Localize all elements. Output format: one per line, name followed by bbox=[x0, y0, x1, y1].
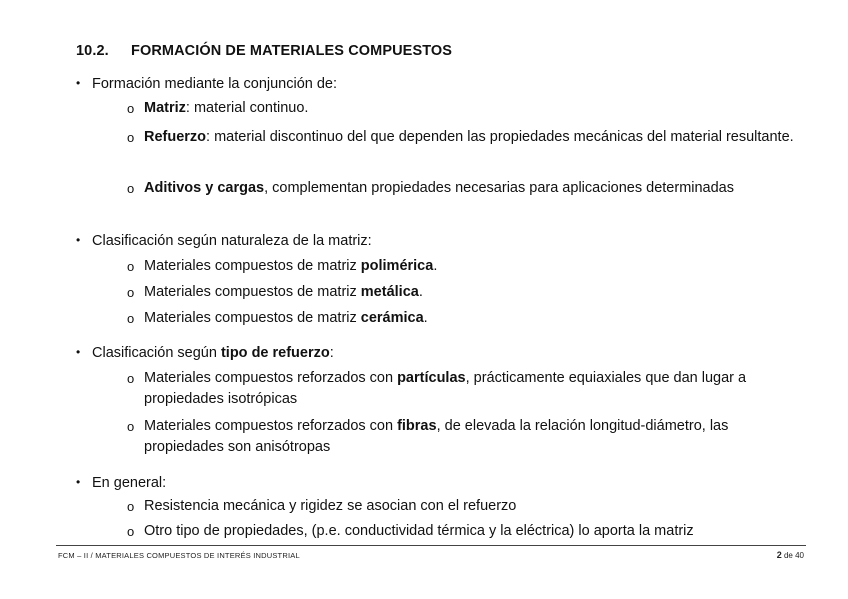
sub-text: Materiales compuestos de matriz bbox=[144, 258, 361, 274]
term-matriz: Matriz bbox=[144, 100, 186, 116]
bullet-marker: • bbox=[76, 76, 81, 90]
sub-item-ceramica bbox=[127, 308, 804, 329]
sub-marker: o bbox=[127, 499, 135, 514]
page-separator: de bbox=[781, 551, 796, 560]
sub-text: : material discontinuo del que dependen las propiedades mecánicas del material resultante. bbox=[206, 129, 794, 145]
sub-text-end: , prácticamente equiaxiales que dan lugar a propiedades isotrópicas bbox=[144, 370, 747, 407]
term-metalica: metálica bbox=[360, 284, 419, 300]
sub-text: Otro tipo de propiedades, (p.e. conductividad térmica y la eléctrica) lo aporta la matriz bbox=[144, 523, 694, 539]
term-tipo-refuerzo: tipo de refuerzo bbox=[220, 345, 330, 361]
bullet-reinforcement-classification bbox=[76, 342, 334, 363]
sub-marker: o bbox=[127, 259, 135, 274]
section-heading bbox=[76, 43, 452, 59]
sub-item-metalica bbox=[127, 282, 804, 303]
sub-text: Materiales compuestos de matriz bbox=[144, 284, 361, 300]
footer-course-label: FCM – II / MATERIALES COMPUESTOS DE INTERÉS INDUSTRIAL bbox=[58, 551, 300, 560]
bullet-marker: • bbox=[76, 233, 81, 247]
bullet-text: Clasificación según bbox=[92, 345, 221, 361]
sub-text: , complementan propiedades necesarias para aplicaciones determinadas bbox=[264, 180, 734, 196]
bullet-text: Formación mediante la conjunción de: bbox=[92, 76, 338, 92]
sub-item-polimerica bbox=[127, 256, 804, 277]
section-number: 10.2. bbox=[76, 43, 109, 59]
sub-item-fibras bbox=[127, 416, 799, 458]
sub-text: Materiales compuestos de matriz bbox=[144, 310, 361, 326]
bullet-marker: • bbox=[76, 475, 81, 489]
term-ceramica: cerámica bbox=[360, 310, 424, 326]
sub-item-otras-propiedades bbox=[127, 521, 804, 542]
footer-divider bbox=[56, 545, 806, 546]
sub-item-aditivos bbox=[127, 178, 804, 199]
bullet-marker: • bbox=[76, 345, 81, 359]
footer-page-number bbox=[777, 550, 804, 560]
sub-marker: o bbox=[127, 524, 135, 539]
sub-marker: o bbox=[127, 285, 135, 300]
bullet-general bbox=[76, 472, 166, 493]
sub-item-particulas bbox=[127, 368, 784, 410]
sub-item-refuerzo bbox=[127, 127, 804, 148]
sub-text-end: . bbox=[423, 310, 428, 326]
section-title: FORMACIÓN DE MATERIALES COMPUESTOS bbox=[131, 43, 453, 59]
sub-marker: o bbox=[127, 371, 135, 386]
sub-marker: o bbox=[127, 101, 135, 116]
bullet-formation bbox=[76, 73, 337, 94]
sub-marker: o bbox=[127, 181, 135, 196]
bullet-text: En general: bbox=[92, 475, 167, 491]
sub-item-matriz bbox=[127, 98, 804, 119]
term-particulas: partículas bbox=[397, 370, 466, 386]
page-current: 2 bbox=[776, 550, 782, 560]
sub-text: Materiales compuestos reforzados con bbox=[144, 418, 398, 434]
bullet-text-end: : bbox=[329, 345, 334, 361]
page-total: 40 bbox=[795, 551, 804, 560]
sub-text-end: . bbox=[433, 258, 438, 274]
sub-marker: o bbox=[127, 419, 135, 434]
bullet-matrix-classification bbox=[76, 230, 372, 251]
term-polimerica: polimérica bbox=[360, 258, 434, 274]
sub-marker: o bbox=[127, 130, 135, 145]
sub-text-end: . bbox=[418, 284, 423, 300]
term-aditivos: Aditivos y cargas bbox=[144, 180, 265, 196]
sub-text: Materiales compuestos reforzados con bbox=[144, 370, 398, 386]
bullet-text: Clasificación según naturaleza de la matriz: bbox=[92, 233, 372, 249]
sub-marker: o bbox=[127, 311, 135, 326]
term-refuerzo: Refuerzo bbox=[144, 129, 207, 145]
sub-text: Resistencia mecánica y rigidez se asocian con el refuerzo bbox=[144, 498, 517, 514]
sub-text-end: , de elevada la relación longitud-diámetro, las propiedades son anisótropas bbox=[144, 418, 729, 455]
sub-text: : material continuo. bbox=[185, 100, 309, 116]
term-fibras: fibras bbox=[397, 418, 437, 434]
sub-item-resistencia bbox=[127, 496, 804, 517]
